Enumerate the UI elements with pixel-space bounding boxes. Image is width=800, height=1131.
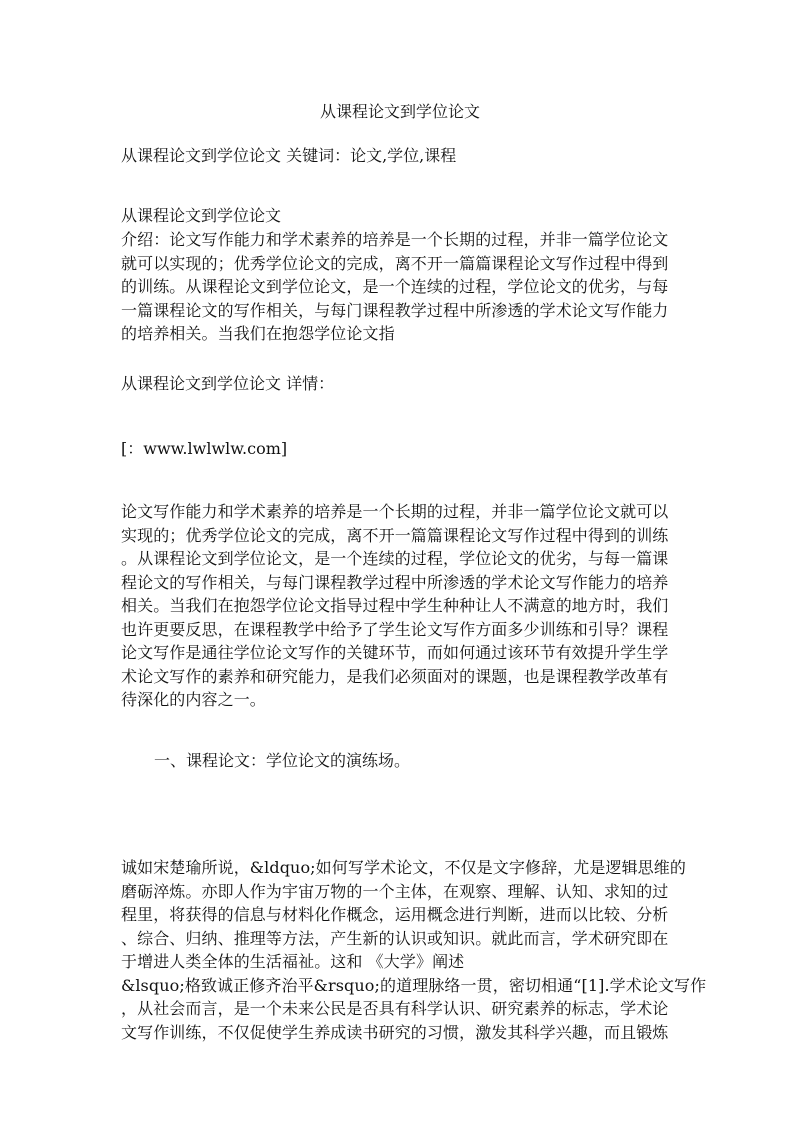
section-heading: 一、课程论文：学位论文的演练场。 bbox=[154, 751, 411, 770]
intro-line: 就可以实现的；优秀学位论文的完成，离不开一篇篇课程论文写作过程中得到 bbox=[121, 253, 669, 273]
section-line: 于增进人类全体的生活福祉。这和 《大学》阐述 bbox=[121, 952, 465, 971]
section-line: ，从社会而言，是一个未来公民是否具有科学认识、研究素养的标志，学术论 bbox=[121, 999, 669, 1018]
section-line: 磨砺淬炼。亦即人作为宇宙万物的一个主体，在观察、理解、认知、求知的过 bbox=[121, 881, 669, 901]
section-paragraph bbox=[121, 856, 707, 1044]
body-line: 也许更要反思，在课程教学中给予了学生论文写作方面多少训练和引导？课程 bbox=[121, 619, 669, 639]
section-line: &lsquo;格致诚正修齐治平&rsquo;的道理脉络一贯，密切相通“[1].学术论文写作 bbox=[121, 975, 707, 995]
body-line: 术论文写作的素养和研究能力，是我们必须面对的课题，也是课程教学改革有 bbox=[121, 666, 669, 686]
intro-paragraph bbox=[121, 228, 681, 346]
section-line: 程里，将获得的信息与材料化作概念，运用概念进行判断，进而以比较、分析 bbox=[121, 905, 669, 924]
section-line: 文写作训练，不仅促使学生养成读书研究的习惯，激发其科学兴趣，而且锻炼 bbox=[121, 1022, 669, 1042]
section-line: 诚如宋楚瑜所说，&ldquo;如何写学术论文，不仅是文字修辞，尤是逻辑思维的 bbox=[121, 858, 686, 877]
intro-line: 介绍：论文写作能力和学术素养的培养是一个长期的过程，并非一篇学位论文 bbox=[121, 230, 669, 249]
page-title: 从课程论文到学位论文 bbox=[319, 102, 480, 121]
intro-line: 的培养相关。当我们在抱怨学位论文指 bbox=[121, 324, 395, 343]
body-line: 待深化的内容之一。 bbox=[121, 690, 266, 709]
intro-heading: 从课程论文到学位论文 bbox=[121, 206, 282, 225]
details-label: 从课程论文到学位论文 详情： bbox=[121, 374, 335, 393]
intro-line: 的训练。从课程论文到学位论文，是一个连续的过程，学位论文的优劣，与每 bbox=[121, 277, 669, 296]
intro-line: 一篇课程论文的写作相关，与每门课程教学过程中所渗透的学术论文写作能力 bbox=[121, 300, 669, 320]
body-line: 相关。当我们在抱怨学位论文指导过程中学生种种让人不满意的地方时，我们 bbox=[121, 596, 669, 615]
body-line: 程论文的写作相关，与每门课程教学过程中所渗透的学术论文写作能力的培养 bbox=[121, 572, 669, 592]
body-paragraph bbox=[121, 500, 681, 712]
body-line: 论文写作是通往学位论文写作的关键环节，而如何通过该环节有效提升学生学 bbox=[121, 643, 669, 662]
section-line: 、综合、归纳、推理等方法，产生新的认识或知识。就此而言，学术研究即在 bbox=[121, 928, 669, 948]
body-line: 。从课程论文到学位论文，是一个连续的过程，学位论文的优劣，与每一篇课 bbox=[121, 549, 669, 568]
body-line: 论文写作能力和学术素养的培养是一个长期的过程，并非一篇学位论文就可以 bbox=[121, 502, 669, 521]
keywords-line: 从课程论文到学位论文 关键词：论文,学位,课程 bbox=[121, 146, 457, 165]
source-line: [：www.lwlwlw.com] bbox=[121, 439, 288, 458]
body-line: 实现的；优秀学位论文的完成，离不开一篇篇课程论文写作过程中得到的训练 bbox=[121, 525, 669, 545]
